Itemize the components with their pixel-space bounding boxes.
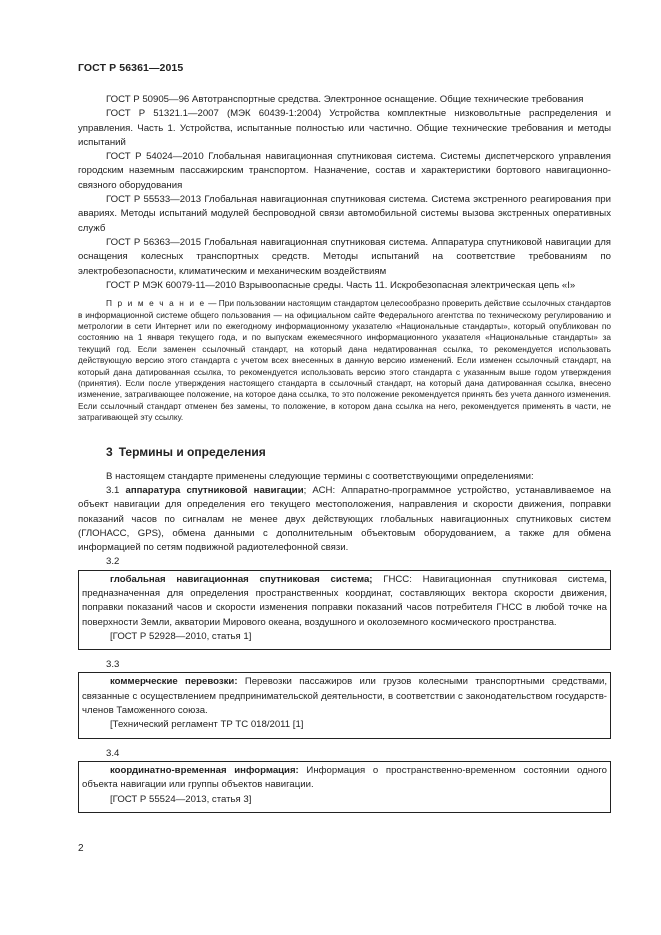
section-title: Термины и определения <box>118 444 266 459</box>
term-definition: ГНСС: Навигационная спутниковая система, предназначенная для определения пространственных координат, составляющих вектора скорости движения, поправки показаний часов и скорости изменения поправки показаний часов потребителя ГНСС в любой точке на поверхности Земли, акватории Мирового океана, воздушного и околоземного космического пространства. <box>82 573 607 628</box>
normative-references <box>78 93 611 293</box>
term-definition: Информация о пространственно-временном состоянии одного объекта навигации или группы объектов навигации. <box>82 764 607 791</box>
reference-item: ГОСТ Р 55533—2013 Глобальная навигационная спутниковая система. Система экстренного реагирования при авариях. Методы испытаний модулей беспроводной связи автомобильной системы вызова экстренных оперативных служб <box>78 194 611 234</box>
term-definition: Перевозки пассажиров или грузов колесными транспортными средствами, связанные с осуществлением предпринимательской деятельности, в соответствии с законодательством государств-членов Таможенного союза. <box>82 676 607 717</box>
term-3-1 <box>78 484 611 555</box>
term-number: 3.4 <box>106 747 120 759</box>
term-number: 3.3 <box>106 659 120 671</box>
term-name: координатно-временная информация: <box>110 764 299 776</box>
term-box-3-2 <box>78 570 611 650</box>
note-paragraph <box>78 298 611 423</box>
section-body <box>78 470 611 570</box>
note-text: — При пользовании настоящим стандартом целесообразно проверить действие ссылочных стандартов в информационной системе общего пользования — на официальном сайте Федерального агентства по техническому регулированию и метрологии в сети Интернет или по ежегодному информационному указателю «Национальные стандарты», который опубликован по состоянию на 1 января текущего года, и по выпускам ежемесячного информационного указателя «Национальные стандарты» за текущий год. Если заменен ссылочный стандарт, на который дана недатированная ссылка, то рекомендуется использовать действующую версию этого стандарта с учетом всех внесенных в данную версию изменений. Если изменен ссылочный стандарт, на который дана датированная ссылка, то рекомендуется использовать версию этого стандарта с указанным выше годом утверждения (принятия). Если после утверждения настоящего стандарта в ссылочный стандарт, на который дана датированная ссылка, внесено изменение, затрагивающее положение, на которое дана ссылка, то это положение рекомендуется принять без учета данного изменения. Если ссылочный стандарт отменен без замены, то положение, в котором дана ссылка на него, рекомендуется применять в части, не затрагивающей эту ссылку. <box>78 298 611 423</box>
term-definition: ; АСН: Аппаратно-программное устройство, устанавливаемое на объект навигации для определения его текущего местоположения, направления и скорости движения, поправки показаний часов по сигналам не менее двух действующих глобальных навигационных спутниковых систем (ГЛОНАСС, GPS), обмена данными с дополнительным объектовым оборудованием, а также для обмена информацией по сетям подвижной радиотелефонной связи. <box>78 484 611 554</box>
document-header: ГОСТ Р 56361—2015 <box>78 62 184 74</box>
term-text <box>82 675 607 718</box>
term-name: глобальная навигационная спутниковая система; <box>110 573 373 585</box>
section-intro: В настоящем стандарте применены следующие термины с соответствующими определениями: <box>106 470 534 482</box>
reference-item: ГОСТ Р 51321.1—2007 (МЭК 60439-1:2004) Устройства комплектные низковольтные распределения и управления. Часть 1. Устройства, испытанные полностью или частично. Общие технические требования и методы испытаний <box>78 108 611 148</box>
term-number: 3.1 <box>106 484 120 496</box>
term-source: [ГОСТ Р 52928—2010, статья 1] <box>110 630 252 642</box>
term-name: коммерческие перевозки: <box>110 676 238 688</box>
term-text <box>82 573 607 630</box>
term-text <box>82 764 607 793</box>
term-box-3-3 <box>78 672 611 738</box>
section-number: 3 <box>106 444 113 459</box>
reference-item: ГОСТ Р 56363—2015 Глобальная навигационная спутниковая система. Аппаратура спутниковой навигации для оснащения колесных транспортных средств. Методы испытаний на соответствие требованиям по электробезопасности, климатическим и механическим воздействиям <box>78 236 611 277</box>
page-number: 2 <box>78 843 84 854</box>
note-block <box>78 298 611 423</box>
section-heading <box>106 445 611 459</box>
reference-item: ГОСТ Р 50905—96 Автотранспортные средства. Электронное оснащение. Общие технические требования <box>106 94 584 105</box>
reference-item: ГОСТ Р 54024—2010 Глобальная навигационная спутниковая система. Системы диспетчерского управления городским наземным пассажирским транспортом. Назначение, состав и характеристики бортового навигационно-связного оборудования <box>78 151 611 191</box>
reference-item: ГОСТ Р МЭК 60079-11—2010 Взрывоопасные среды. Часть 11. Искробезопасная электрическая цепь «I» <box>106 279 576 291</box>
term-box-3-4 <box>78 761 611 813</box>
term-number: 3.2 <box>106 556 120 568</box>
note-label: П р и м е ч а н и е <box>106 298 206 309</box>
page-content <box>78 93 611 821</box>
term-source: [ГОСТ Р 55524—2013, статья 3] <box>110 793 252 805</box>
term-name: аппаратура спутниковой навигации <box>125 484 304 496</box>
term-source: [Технический регламент ТР ТС 018/2011 [1] <box>110 719 304 731</box>
